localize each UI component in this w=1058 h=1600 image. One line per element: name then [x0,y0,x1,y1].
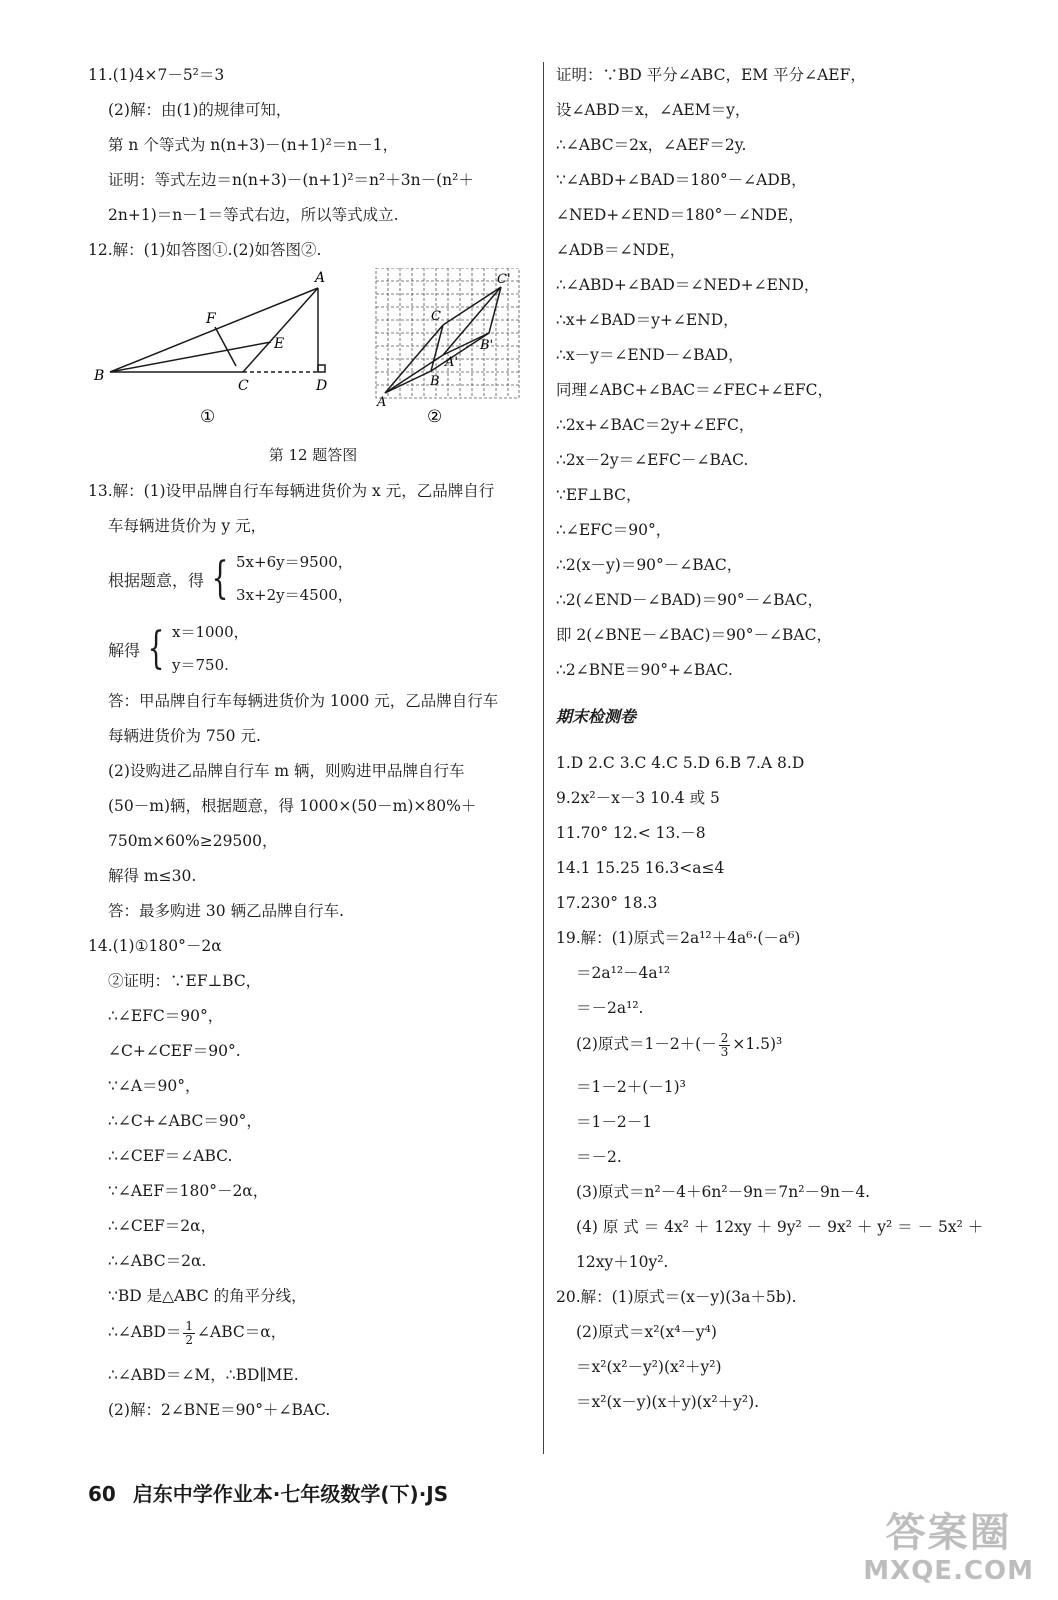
page-number: 60 [88,1482,116,1506]
fraction [719,1032,731,1059]
proof-line-13: ∵EF⊥BC， [556,486,642,504]
fig2-label-b: B [430,374,440,389]
fig1-label-f: F [206,311,216,327]
q19-line-4-prefix: (2)原式＝1－2＋(－ [576,1035,717,1053]
q11-line-1: 11.(1)4×7－5²＝3 [88,66,225,84]
page-footer [88,1478,448,1507]
question-12 [88,233,538,474]
q13-line-9: 答：最多购进 30 辆乙品牌自行车. [108,902,345,920]
q13-solution-x: x＝1000， [172,623,249,641]
q19-line-1: 19.解：(1)原式＝2a¹²＋4a⁶·(－a⁶) [556,929,801,947]
answers-line-1: 1.D 2.C 3.C 4.C 5.D 6.B 7.A 8.D [556,754,805,772]
q13-equation-1: 5x+6y＝9500， [236,553,353,571]
book-title: 启东中学作业本·七年级数学(下)·JS [132,1482,449,1506]
q13-equation-system [88,544,538,614]
q19-line-6: ＝1－2－1 [576,1113,653,1131]
proof-line-10: 同理∠ABC+∠BAC＝∠FEC+∠EFC， [556,381,833,399]
answers-line-2: 9.2x²－x－3 10.4 或 5 [556,789,720,807]
proof-line-5: ∠NED+∠END＝180°－∠NDE， [556,206,804,224]
q14-line-12 [88,1314,538,1358]
fig1-label-e: E [274,336,285,352]
watermark-logo [863,1510,1034,1586]
fig1-label-b: B [94,368,105,384]
q13-line-8: 解得 m≤30. [108,867,197,885]
fig2-number: ② [427,407,443,427]
q19-line-9: (4) 原 式 ＝ 4x² ＋ 12xy ＋ 9y² － 9x² ＋ y² ＝ － 5x² ＋ [576,1218,984,1236]
q14-line-4: ∠C+∠CEF＝90°. [108,1042,241,1060]
q13-system-prefix: 根据题意，得 [108,570,205,590]
fig2-label-a-prime: A' [445,355,458,370]
q13-equation-2: 3x+2y＝4500， [236,586,353,604]
q12-figure-svg [88,268,538,438]
fig2-label-a: A [377,395,387,410]
section-title-final-exam: 期末检测卷 [556,707,637,726]
fig2-label-b-prime: B' [480,338,494,353]
q13-line-4: 每辆进货价为 750 元. [108,727,261,745]
fig1-label-c: C [238,378,249,394]
q14-line-12-prefix: ∴∠ABD＝ [108,1323,182,1341]
left-column [88,58,538,1428]
q14-line-9: ∴∠CEF＝2α， [108,1217,217,1235]
proof-line-9: ∴x－y＝∠END－∠BAD， [556,346,744,364]
proof-line-6: ∠ADB＝∠NDE， [556,241,686,259]
q19-line-10: 12xy＋10y². [576,1253,669,1271]
proof-line-7: ∴∠ABD+∠BAD＝∠NED+∠END， [556,276,820,294]
q14-line-6: ∴∠C+∠ABC＝90°， [108,1112,262,1130]
q14-line-11: ∵BD 是△ABC 的角平分线， [108,1287,307,1305]
q14-line-10: ∴∠ABC＝2α. [108,1252,207,1270]
q11-line-3: 第 n 个等式为 n(n+3)－(n+1)²＝n－1， [108,136,399,154]
brace-icon: { [211,553,229,604]
q13-line-2: 车每辆进货价为 y 元， [108,517,267,535]
proof-line-3: ∴∠ABC＝2x，∠AEF＝2y. [556,136,747,154]
answers-line-3: 11.70° 12.< 13.－8 [556,824,706,842]
q19-line-3: ＝－2a¹². [576,999,644,1017]
fig1-number: ① [200,407,216,427]
proof-line-15: ∴2(x－y)＝90°－∠BAC， [556,556,743,574]
proof-line-16: ∴2(∠END－∠BAD)＝90°－∠BAC， [556,591,824,609]
q14-line-7: ∴∠CEF＝∠ABC. [108,1147,233,1165]
q19-line-5: ＝1－2＋(－1)³ [576,1078,686,1096]
proof-line-8: ∴x+∠BAD＝y+∠END， [556,311,739,329]
answers-line-5: 17.230° 18.3 [556,894,658,912]
proof-line-1: 证明：∵BD 平分∠ABC，EM 平分∠AEF， [556,66,866,84]
q11-line-2: (2)解：由(1)的规律可知， [108,101,292,119]
question-14 [88,929,538,1428]
question-11 [88,58,538,233]
q13-line-6: (50－m)辆，根据题意，得 1000×(50－m)×80%＋ [108,797,477,815]
final-exam-answers [556,746,1001,921]
q20-line-4: ＝x²(x－y)(x＋y)(x²＋y²). [576,1393,760,1411]
q14-proof-continued [556,58,1001,688]
q13-solution-prefix: 解得 [108,640,141,660]
fig2-label-c: C [431,309,441,324]
q14-line-13: ∴∠ABD＝∠M，∴BD∥ME. [108,1366,299,1384]
proof-line-18: ∴2∠BNE＝90°+∠BAC. [556,661,733,679]
question-19 [556,921,1001,1280]
q14-line-12-suffix: ∠ABC＝α， [197,1323,287,1341]
column-divider [543,62,544,1454]
q20-line-3: ＝x²(x²－y²)(x²＋y²) [576,1358,722,1376]
proof-line-4: ∵∠ABD+∠BAD＝180°－∠ADB， [556,171,807,189]
q12-line-1: 12.解：(1)如答图①.(2)如答图②. [88,241,322,259]
fraction-denominator: 3 [720,1044,729,1059]
q12-figures [88,268,538,438]
q13-line-7: 750m×60%≥29500， [108,832,278,850]
q14-line-5: ∵∠A＝90°， [108,1077,201,1095]
q19-line-4-suffix: ×1.5)³ [732,1035,783,1053]
proof-line-11: ∴2x+∠BAC＝2y+∠EFC， [556,416,755,434]
q19-line-2: ＝2a¹²－4a¹² [576,964,671,982]
question-20 [556,1280,1001,1420]
q19-line-4 [556,1026,1001,1070]
q14-line-2: ②证明：∵EF⊥BC， [108,972,262,990]
proof-line-17: 即 2(∠BNE－∠BAC)＝90°－∠BAC， [556,626,832,644]
q13-line-3: 答：甲品牌自行车每辆进货价为 1000 元，乙品牌自行车 [108,692,499,710]
answers-line-4: 14.1 15.25 16.3<a≤4 [556,859,725,877]
proof-line-14: ∴∠EFC＝90°， [556,521,672,539]
q13-line-1: 13.解：(1)设甲品牌自行车每辆进货价为 x 元，乙品牌自行 [88,482,495,500]
q13-line-5: (2)设购进乙品牌自行车 m 辆，则购进甲品牌自行车 [108,762,465,780]
right-column [556,58,1001,1420]
q13-solution-y: y＝750. [172,656,229,674]
q14-line-1: 14.(1)①180°－2α [88,937,222,955]
proof-line-12: ∴2x－2y＝∠EFC－∠BAC. [556,451,749,469]
q12-figure-caption: 第 12 题答图 [268,446,358,464]
q19-line-7: ＝－2. [576,1148,622,1166]
q13-solution-system [88,614,538,684]
q14-line-8: ∵∠AEF＝180°－2α， [108,1182,269,1200]
q11-line-5: 2n+1)＝n－1＝等式右边，所以等式成立. [108,206,399,224]
q20-line-1: 20.解：(1)原式＝(x－y)(3a＋5b). [556,1288,797,1306]
question-13 [88,474,538,929]
watermark-logo-text: 答案圈 [885,1510,1012,1556]
fraction-numerator: 1 [185,1318,194,1333]
proof-line-2: 设∠ABD＝x，∠AEM＝y， [556,101,751,119]
q14-line-14: (2)解：2∠BNE＝90°＋∠BAC. [108,1401,331,1419]
fig2-label-c-prime: C' [497,272,511,287]
watermark-site-text: MXQE.COM [863,1556,1034,1586]
fraction [183,1320,195,1347]
brace-icon: { [147,623,165,674]
fig1-label-a: A [315,270,326,286]
fig1-label-d: D [316,378,328,394]
figure-1-triangle [110,288,325,372]
fraction-denominator: 2 [185,1332,194,1347]
q14-line-3: ∴∠EFC＝90°， [108,1007,224,1025]
q19-line-8: (3)原式＝n²－4＋6n²－9n＝7n²－9n－4. [576,1183,871,1201]
fraction-numerator: 2 [720,1030,729,1045]
q20-line-2: (2)原式＝x²(x⁴－y⁴) [576,1323,717,1341]
q11-line-4: 证明：等式左边＝n(n+3)－(n+1)²＝n²＋3n－(n²＋ [108,171,474,189]
